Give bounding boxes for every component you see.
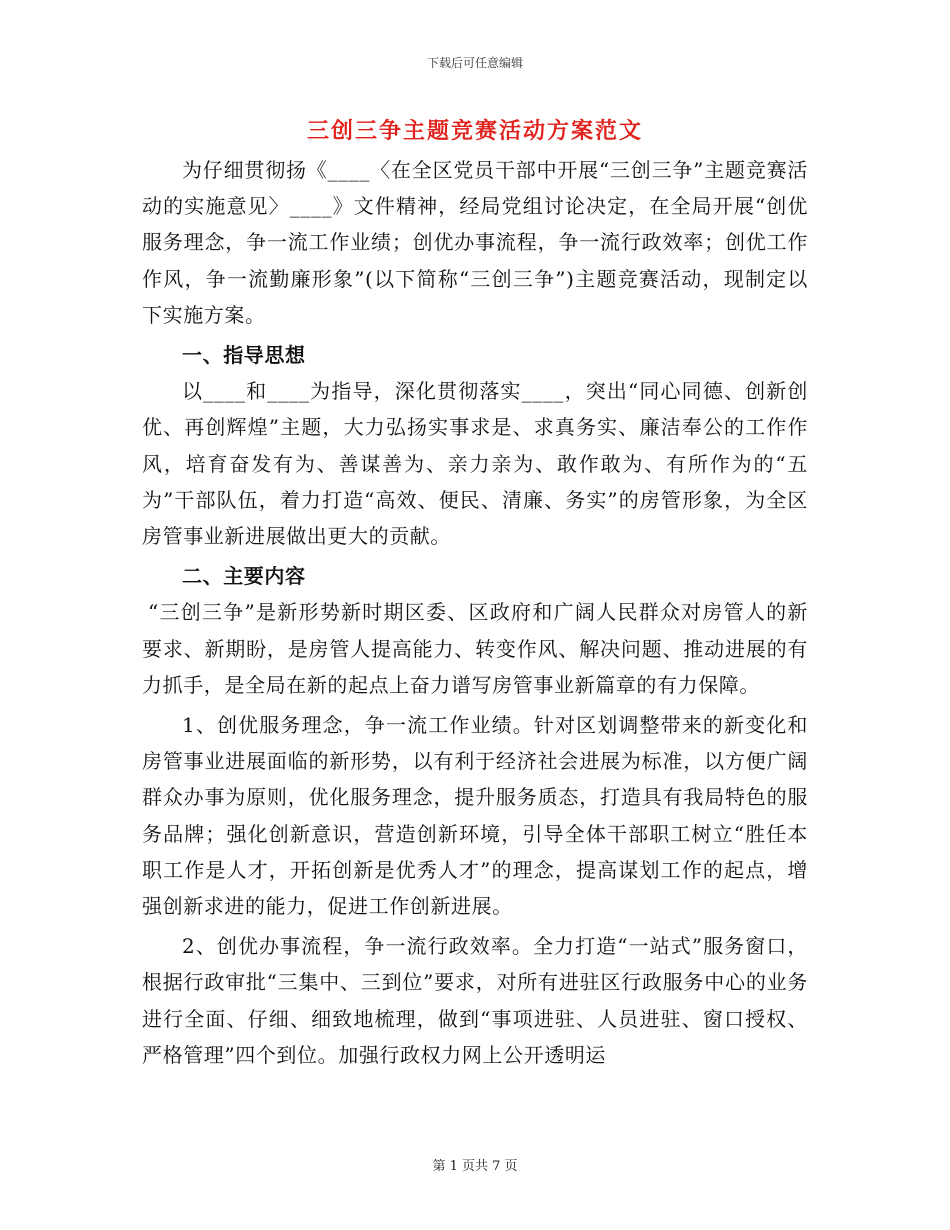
intro-paragraph: 为仔细贯彻扬《____〈在全区党员干部中开展“三创三争”主题竞赛活动的实施意见〉____》文件精神，经局党组讨论决定，在全局开展“创优服务理念，争一流工作业绩；创优办事流程，争一流行政效率；创优工作作风，争一流勤廉形象”(以下简称“三创三争”)主题竞赛活动，现制定以下实施方案。 xyxy=(142,158,808,327)
item-1-paragraph: 1、创优服务理念，争一流工作业绩。针对区划调整带来的新变化和房管事业进展面临的新形势，以有利于经济社会进展为标准，以方便广阔群众办事为原则，优化服务理念，提升服务质态，打造具有我局特色的服务品牌；强化创新意识，营造创新环境，引导全体干部职工树立“胜任本职工作是人才，开拓创新是优秀人才”的理念，提高谋划工作的起点，增强创新求进的能力，促进工作创新进展。 xyxy=(142,713,808,919)
guiding-ideology-paragraph: 以____和____为指导，深化贯彻落实____，突出“同心同德、创新创优、再创辉煌”主题，大力弘扬实事求是、求真务实、廉洁奉公的工作作风，培育奋发有为、善谋善为、亲力亲为、敢作敢为、有所作为的“五为”干部队伍，着力打造“高效、便民、清廉、务实”的房管形象，为全区房管事业新进展做出更大的贡献。 xyxy=(142,379,808,549)
main-content-paragraph: “三创三争”是新形势新时期区委、区政府和广阔人民群众对房管人的新要求、新期盼，是房管人提高能力、转变作风、解决问题、推动进展的有力抓手，是全局在新的起点上奋力谱写房管事业新篇章的有力保障。 xyxy=(142,600,808,697)
section-heading-main-content: 二、主要内容 xyxy=(182,564,306,589)
item-2-paragraph: 2、创优办事流程，争一流行政效率。全力打造“一站式”服务窗口，根据行政审批“三集中、三到位”要求，对所有进驻区行政服务中心的业务进行全面、仔细、细致地梳理，做到“事项进驻、人员进驻、窗口授权、严格管理”四个到位。加强行政权力网上公开透明运 xyxy=(142,934,808,1067)
section-heading-guiding-ideology: 一、指导思想 xyxy=(182,343,306,368)
page-number: 第 1 页共 7 页 xyxy=(432,1159,518,1174)
document-title: 三创三争主题竞赛活动方案范文 xyxy=(306,119,643,144)
page-header-note: 下载后可任意编辑 xyxy=(426,56,523,70)
document-body xyxy=(142,152,808,1073)
